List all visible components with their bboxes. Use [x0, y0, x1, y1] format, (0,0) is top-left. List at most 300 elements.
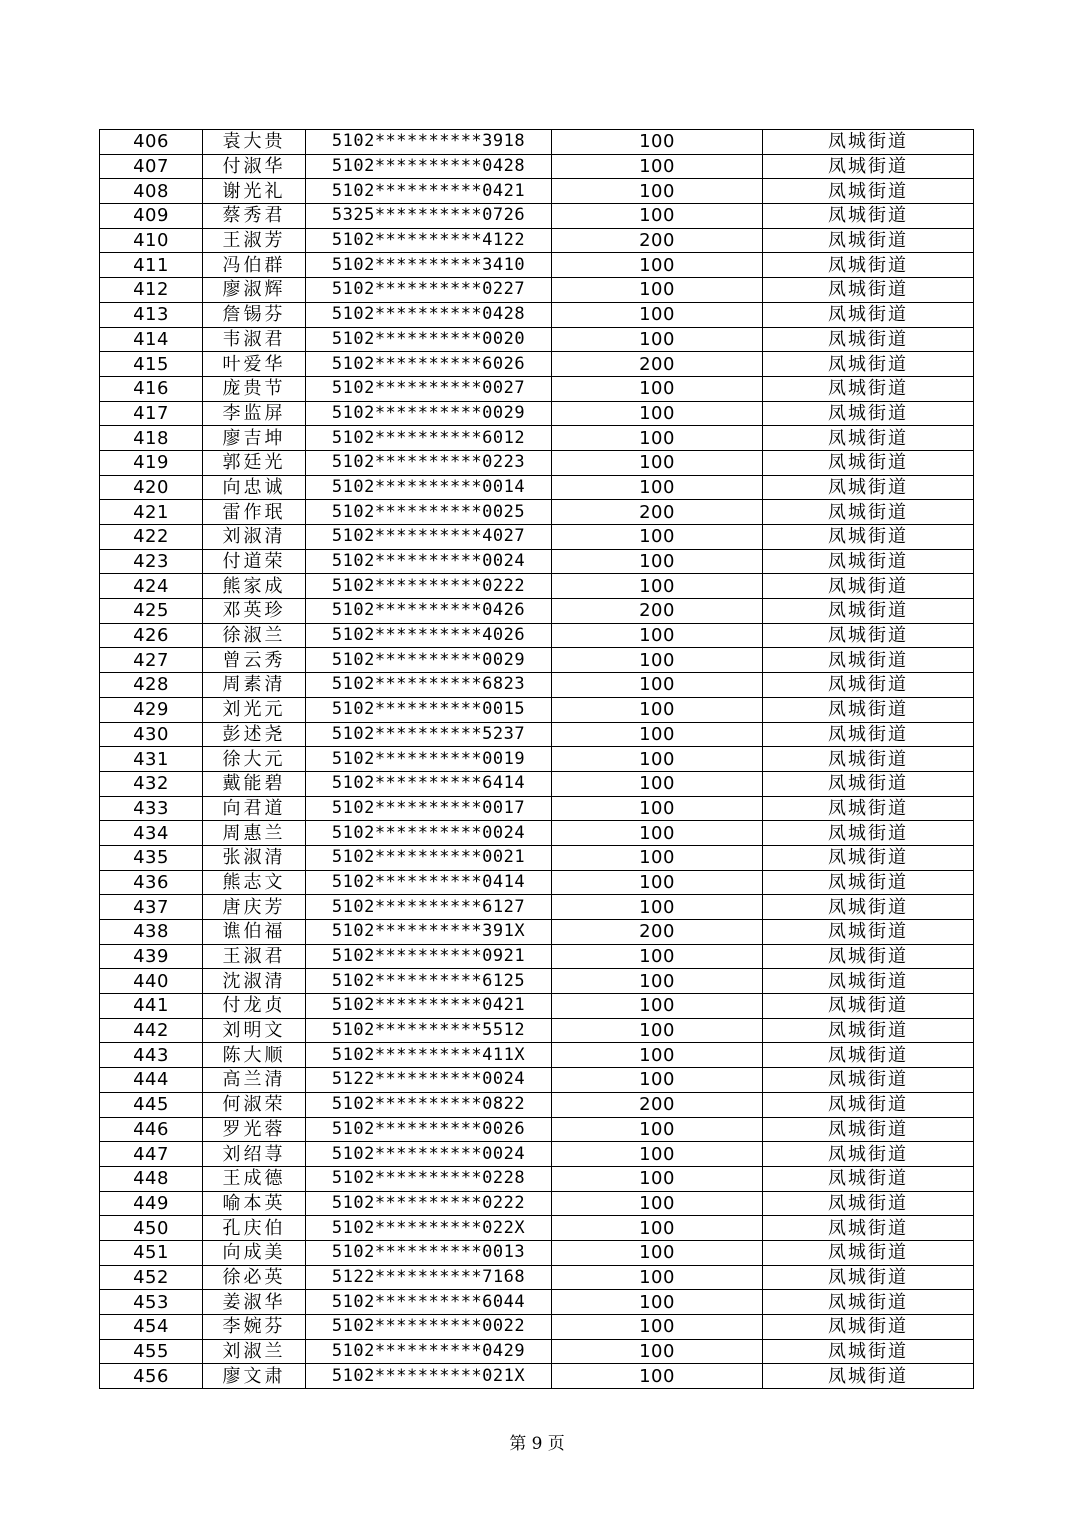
row-number-cell: 424 — [100, 574, 203, 599]
row-number-cell: 418 — [100, 426, 203, 451]
street-cell: 凤城街道 — [763, 450, 974, 475]
name-cell: 刘淑兰 — [203, 1339, 306, 1364]
amount-cell: 100 — [552, 747, 763, 772]
id-number-cell: 5102**********0025 — [306, 500, 552, 525]
street-cell: 凤城街道 — [763, 1265, 974, 1290]
table-row — [100, 475, 974, 500]
id-number-cell: 5102**********4027 — [306, 525, 552, 550]
amount-cell: 200 — [552, 228, 763, 253]
id-number-cell: 5102**********0428 — [306, 302, 552, 327]
street-cell: 凤城街道 — [763, 920, 974, 945]
name-cell: 王淑君 — [203, 944, 306, 969]
table-row — [100, 623, 974, 648]
amount-cell: 100 — [552, 1068, 763, 1093]
street-cell: 凤城街道 — [763, 648, 974, 673]
table-row — [100, 302, 974, 327]
table-row — [100, 771, 974, 796]
row-number-cell: 450 — [100, 1216, 203, 1241]
row-number-cell: 439 — [100, 944, 203, 969]
row-number-cell: 421 — [100, 500, 203, 525]
row-number-cell: 451 — [100, 1240, 203, 1265]
amount-cell: 200 — [552, 1092, 763, 1117]
page-number-footer: 第 9 页 — [509, 1434, 565, 1454]
amount-cell: 100 — [552, 525, 763, 550]
id-number-cell: 5102**********6044 — [306, 1290, 552, 1315]
row-number-cell: 426 — [100, 623, 203, 648]
amount-cell: 100 — [552, 1216, 763, 1241]
name-cell: 熊志文 — [203, 870, 306, 895]
name-cell: 李监屏 — [203, 401, 306, 426]
amount-cell: 200 — [552, 920, 763, 945]
street-cell: 凤城街道 — [763, 549, 974, 574]
row-number-cell: 406 — [100, 130, 203, 155]
row-number-cell: 449 — [100, 1191, 203, 1216]
name-cell: 徐必英 — [203, 1265, 306, 1290]
name-cell: 廖淑辉 — [203, 278, 306, 303]
name-cell: 沈淑清 — [203, 969, 306, 994]
row-number-cell: 420 — [100, 475, 203, 500]
amount-cell: 100 — [552, 1364, 763, 1389]
street-cell: 凤城街道 — [763, 1290, 974, 1315]
row-number-cell: 408 — [100, 179, 203, 204]
row-number-cell: 423 — [100, 549, 203, 574]
row-number-cell: 454 — [100, 1315, 203, 1340]
name-cell: 周惠兰 — [203, 821, 306, 846]
name-cell: 高兰清 — [203, 1068, 306, 1093]
name-cell: 向忠诚 — [203, 475, 306, 500]
table-row — [100, 130, 974, 155]
row-number-cell: 425 — [100, 599, 203, 624]
name-cell: 廖文肃 — [203, 1364, 306, 1389]
table-row — [100, 796, 974, 821]
table-row — [100, 179, 974, 204]
id-number-cell: 5102**********6125 — [306, 969, 552, 994]
id-number-cell: 5102**********0822 — [306, 1092, 552, 1117]
row-number-cell: 448 — [100, 1166, 203, 1191]
street-cell: 凤城街道 — [763, 204, 974, 229]
street-cell: 凤城街道 — [763, 1142, 974, 1167]
name-cell: 王淑芳 — [203, 228, 306, 253]
name-cell: 邓英珍 — [203, 599, 306, 624]
name-cell: 叶爱华 — [203, 352, 306, 377]
table-row — [100, 1240, 974, 1265]
amount-cell: 100 — [552, 1117, 763, 1142]
row-number-cell: 417 — [100, 401, 203, 426]
name-cell: 雷作珉 — [203, 500, 306, 525]
amount-cell: 100 — [552, 1290, 763, 1315]
table-row — [100, 154, 974, 179]
amount-cell: 100 — [552, 796, 763, 821]
street-cell: 凤城街道 — [763, 599, 974, 624]
street-cell: 凤城街道 — [763, 944, 974, 969]
id-number-cell: 5102**********6127 — [306, 895, 552, 920]
street-cell: 凤城街道 — [763, 821, 974, 846]
table-row — [100, 648, 974, 673]
name-cell: 刘绍荨 — [203, 1142, 306, 1167]
amount-cell: 100 — [552, 426, 763, 451]
id-number-cell: 5102**********0024 — [306, 549, 552, 574]
row-number-cell: 440 — [100, 969, 203, 994]
name-cell: 曾云秀 — [203, 648, 306, 673]
row-number-cell: 410 — [100, 228, 203, 253]
name-cell: 周素清 — [203, 673, 306, 698]
amount-cell: 100 — [552, 204, 763, 229]
table-row — [100, 228, 974, 253]
street-cell: 凤城街道 — [763, 1068, 974, 1093]
row-number-cell: 452 — [100, 1265, 203, 1290]
amount-cell: 100 — [552, 870, 763, 895]
table-row — [100, 1117, 974, 1142]
id-number-cell: 5102**********391X — [306, 920, 552, 945]
row-number-cell: 431 — [100, 747, 203, 772]
row-number-cell: 415 — [100, 352, 203, 377]
street-cell: 凤城街道 — [763, 1191, 974, 1216]
amount-cell: 100 — [552, 697, 763, 722]
id-number-cell: 5122**********0024 — [306, 1068, 552, 1093]
street-cell: 凤城街道 — [763, 253, 974, 278]
table-row — [100, 1092, 974, 1117]
row-number-cell: 438 — [100, 920, 203, 945]
street-cell: 凤城街道 — [763, 1315, 974, 1340]
table-row — [100, 599, 974, 624]
id-number-cell: 5102**********0227 — [306, 278, 552, 303]
amount-cell: 100 — [552, 994, 763, 1019]
id-number-cell: 5102**********411X — [306, 1043, 552, 1068]
amount-cell: 100 — [552, 327, 763, 352]
id-number-cell: 5102**********0222 — [306, 574, 552, 599]
id-number-cell: 5102**********3918 — [306, 130, 552, 155]
id-number-cell: 5102**********0020 — [306, 327, 552, 352]
street-cell: 凤城街道 — [763, 1117, 974, 1142]
table-row — [100, 697, 974, 722]
row-number-cell: 419 — [100, 450, 203, 475]
table-row — [100, 1043, 974, 1068]
street-cell: 凤城街道 — [763, 1339, 974, 1364]
amount-cell: 100 — [552, 673, 763, 698]
street-cell: 凤城街道 — [763, 1364, 974, 1389]
table-row — [100, 1166, 974, 1191]
amount-cell: 100 — [552, 771, 763, 796]
row-number-cell: 432 — [100, 771, 203, 796]
table-row — [100, 821, 974, 846]
name-cell: 向成美 — [203, 1240, 306, 1265]
row-number-cell: 437 — [100, 895, 203, 920]
id-number-cell: 5102**********6414 — [306, 771, 552, 796]
street-cell: 凤城街道 — [763, 870, 974, 895]
id-number-cell: 5102**********0029 — [306, 648, 552, 673]
amount-cell: 100 — [552, 1240, 763, 1265]
table-row — [100, 401, 974, 426]
table-row — [100, 969, 974, 994]
street-cell: 凤城街道 — [763, 969, 974, 994]
row-number-cell: 427 — [100, 648, 203, 673]
row-number-cell: 446 — [100, 1117, 203, 1142]
name-cell: 蔡秀君 — [203, 204, 306, 229]
id-number-cell: 5102**********6026 — [306, 352, 552, 377]
name-cell: 彭述尧 — [203, 722, 306, 747]
street-cell: 凤城街道 — [763, 475, 974, 500]
table-row — [100, 1018, 974, 1043]
amount-cell: 200 — [552, 352, 763, 377]
row-number-cell: 433 — [100, 796, 203, 821]
table-row — [100, 574, 974, 599]
amount-cell: 100 — [552, 302, 763, 327]
name-cell: 付道荣 — [203, 549, 306, 574]
name-cell: 姜淑华 — [203, 1290, 306, 1315]
street-cell: 凤城街道 — [763, 1043, 974, 1068]
amount-cell: 100 — [552, 895, 763, 920]
id-number-cell: 5102**********0223 — [306, 450, 552, 475]
row-number-cell: 428 — [100, 673, 203, 698]
row-number-cell: 447 — [100, 1142, 203, 1167]
id-number-cell: 5102**********0022 — [306, 1315, 552, 1340]
table-row — [100, 673, 974, 698]
street-cell: 凤城街道 — [763, 771, 974, 796]
id-number-cell: 5325**********0726 — [306, 204, 552, 229]
table-row — [100, 920, 974, 945]
amount-cell: 100 — [552, 475, 763, 500]
table-row — [100, 895, 974, 920]
id-number-cell: 5122**********7168 — [306, 1265, 552, 1290]
table-row — [100, 1265, 974, 1290]
street-cell: 凤城街道 — [763, 747, 974, 772]
amount-cell: 100 — [552, 722, 763, 747]
name-cell: 王成德 — [203, 1166, 306, 1191]
id-number-cell: 5102**********0024 — [306, 1142, 552, 1167]
table-row — [100, 747, 974, 772]
table-row — [100, 1142, 974, 1167]
table-row — [100, 525, 974, 550]
row-number-cell: 442 — [100, 1018, 203, 1043]
table-row — [100, 944, 974, 969]
amount-cell: 100 — [552, 1191, 763, 1216]
street-cell: 凤城街道 — [763, 1240, 974, 1265]
name-cell: 冯伯群 — [203, 253, 306, 278]
amount-cell: 100 — [552, 574, 763, 599]
amount-cell: 100 — [552, 1043, 763, 1068]
row-number-cell: 416 — [100, 376, 203, 401]
street-cell: 凤城街道 — [763, 845, 974, 870]
amount-cell: 100 — [552, 969, 763, 994]
table-row — [100, 1068, 974, 1093]
table-row — [100, 1364, 974, 1389]
street-cell: 凤城街道 — [763, 154, 974, 179]
name-cell: 刘淑清 — [203, 525, 306, 550]
name-cell: 熊家成 — [203, 574, 306, 599]
roster-table-body — [100, 130, 974, 1389]
id-number-cell: 5102**********0222 — [306, 1191, 552, 1216]
street-cell: 凤城街道 — [763, 278, 974, 303]
street-cell: 凤城街道 — [763, 722, 974, 747]
street-cell: 凤城街道 — [763, 302, 974, 327]
table-row — [100, 376, 974, 401]
amount-cell: 100 — [552, 130, 763, 155]
name-cell: 袁大贵 — [203, 130, 306, 155]
row-number-cell: 444 — [100, 1068, 203, 1093]
table-row — [100, 327, 974, 352]
amount-cell: 100 — [552, 845, 763, 870]
name-cell: 付龙贞 — [203, 994, 306, 1019]
id-number-cell: 5102**********4122 — [306, 228, 552, 253]
street-cell: 凤城街道 — [763, 673, 974, 698]
row-number-cell: 456 — [100, 1364, 203, 1389]
amount-cell: 100 — [552, 253, 763, 278]
table-row — [100, 722, 974, 747]
street-cell: 凤城街道 — [763, 796, 974, 821]
amount-cell: 100 — [552, 401, 763, 426]
amount-cell: 100 — [552, 179, 763, 204]
name-cell: 徐大元 — [203, 747, 306, 772]
row-number-cell: 436 — [100, 870, 203, 895]
street-cell: 凤城街道 — [763, 895, 974, 920]
street-cell: 凤城街道 — [763, 1092, 974, 1117]
name-cell: 刘光元 — [203, 697, 306, 722]
amount-cell: 100 — [552, 1166, 763, 1191]
street-cell: 凤城街道 — [763, 426, 974, 451]
table-row — [100, 1339, 974, 1364]
street-cell: 凤城街道 — [763, 697, 974, 722]
table-row — [100, 549, 974, 574]
amount-cell: 100 — [552, 154, 763, 179]
name-cell: 向君道 — [203, 796, 306, 821]
name-cell: 詹锡芬 — [203, 302, 306, 327]
amount-cell: 100 — [552, 821, 763, 846]
row-number-cell: 414 — [100, 327, 203, 352]
table-row — [100, 1315, 974, 1340]
amount-cell: 100 — [552, 944, 763, 969]
id-number-cell: 5102**********0014 — [306, 475, 552, 500]
amount-cell: 100 — [552, 450, 763, 475]
name-cell: 陈大顺 — [203, 1043, 306, 1068]
street-cell: 凤城街道 — [763, 327, 974, 352]
id-number-cell: 5102**********0426 — [306, 599, 552, 624]
name-cell: 韦淑君 — [203, 327, 306, 352]
name-cell: 戴能碧 — [203, 771, 306, 796]
amount-cell: 100 — [552, 648, 763, 673]
name-cell: 庞贵节 — [203, 376, 306, 401]
id-number-cell: 5102**********5237 — [306, 722, 552, 747]
table-row — [100, 1290, 974, 1315]
id-number-cell: 5102**********0024 — [306, 821, 552, 846]
row-number-cell: 455 — [100, 1339, 203, 1364]
name-cell: 谯伯福 — [203, 920, 306, 945]
id-number-cell: 5102**********3410 — [306, 253, 552, 278]
amount-cell: 100 — [552, 1315, 763, 1340]
street-cell: 凤城街道 — [763, 1166, 974, 1191]
row-number-cell: 453 — [100, 1290, 203, 1315]
street-cell: 凤城街道 — [763, 130, 974, 155]
row-number-cell: 407 — [100, 154, 203, 179]
amount-cell: 100 — [552, 376, 763, 401]
id-number-cell: 5102**********0019 — [306, 747, 552, 772]
row-number-cell: 441 — [100, 994, 203, 1019]
row-number-cell: 422 — [100, 525, 203, 550]
id-number-cell: 5102**********0027 — [306, 376, 552, 401]
table-row — [100, 994, 974, 1019]
row-number-cell: 430 — [100, 722, 203, 747]
name-cell: 徐淑兰 — [203, 623, 306, 648]
amount-cell: 100 — [552, 1018, 763, 1043]
id-number-cell: 5102**********0921 — [306, 944, 552, 969]
row-number-cell: 409 — [100, 204, 203, 229]
id-number-cell: 5102**********0428 — [306, 154, 552, 179]
amount-cell: 200 — [552, 500, 763, 525]
id-number-cell: 5102**********0017 — [306, 796, 552, 821]
name-cell: 张淑清 — [203, 845, 306, 870]
row-number-cell: 445 — [100, 1092, 203, 1117]
row-number-cell: 443 — [100, 1043, 203, 1068]
table-row — [100, 1216, 974, 1241]
id-number-cell: 5102**********022X — [306, 1216, 552, 1241]
street-cell: 凤城街道 — [763, 525, 974, 550]
amount-cell: 100 — [552, 623, 763, 648]
street-cell: 凤城街道 — [763, 1018, 974, 1043]
name-cell: 何淑荣 — [203, 1092, 306, 1117]
table-row — [100, 253, 974, 278]
amount-cell: 100 — [552, 1142, 763, 1167]
row-number-cell: 434 — [100, 821, 203, 846]
id-number-cell: 5102**********6012 — [306, 426, 552, 451]
name-cell: 李婉芬 — [203, 1315, 306, 1340]
name-cell: 廖吉坤 — [203, 426, 306, 451]
table-row — [100, 1191, 974, 1216]
name-cell: 孔庆伯 — [203, 1216, 306, 1241]
row-number-cell: 413 — [100, 302, 203, 327]
name-cell: 唐庆芳 — [203, 895, 306, 920]
name-cell: 罗光蓉 — [203, 1117, 306, 1142]
id-number-cell: 5102**********0015 — [306, 697, 552, 722]
id-number-cell: 5102**********021X — [306, 1364, 552, 1389]
id-number-cell: 5102**********0228 — [306, 1166, 552, 1191]
row-number-cell: 429 — [100, 697, 203, 722]
street-cell: 凤城街道 — [763, 500, 974, 525]
id-number-cell: 5102**********0421 — [306, 994, 552, 1019]
id-number-cell: 5102**********5512 — [306, 1018, 552, 1043]
id-number-cell: 5102**********6823 — [306, 673, 552, 698]
id-number-cell: 5102**********0429 — [306, 1339, 552, 1364]
street-cell: 凤城街道 — [763, 1216, 974, 1241]
street-cell: 凤城街道 — [763, 179, 974, 204]
street-cell: 凤城街道 — [763, 228, 974, 253]
name-cell: 谢光礼 — [203, 179, 306, 204]
table-row — [100, 278, 974, 303]
id-number-cell: 5102**********0021 — [306, 845, 552, 870]
amount-cell: 100 — [552, 1265, 763, 1290]
street-cell: 凤城街道 — [763, 401, 974, 426]
table-row — [100, 500, 974, 525]
street-cell: 凤城街道 — [763, 376, 974, 401]
table-row — [100, 426, 974, 451]
id-number-cell: 5102**********0414 — [306, 870, 552, 895]
id-number-cell: 5102**********0029 — [306, 401, 552, 426]
id-number-cell: 5102**********0421 — [306, 179, 552, 204]
roster-table — [99, 129, 974, 1389]
amount-cell: 100 — [552, 1339, 763, 1364]
amount-cell: 200 — [552, 599, 763, 624]
table-row — [100, 845, 974, 870]
name-cell: 付淑华 — [203, 154, 306, 179]
table-row — [100, 204, 974, 229]
name-cell: 刘明文 — [203, 1018, 306, 1043]
amount-cell: 100 — [552, 278, 763, 303]
row-number-cell: 411 — [100, 253, 203, 278]
street-cell: 凤城街道 — [763, 352, 974, 377]
amount-cell: 100 — [552, 549, 763, 574]
id-number-cell: 5102**********0026 — [306, 1117, 552, 1142]
name-cell: 喻本英 — [203, 1191, 306, 1216]
name-cell: 郭廷光 — [203, 450, 306, 475]
street-cell: 凤城街道 — [763, 994, 974, 1019]
